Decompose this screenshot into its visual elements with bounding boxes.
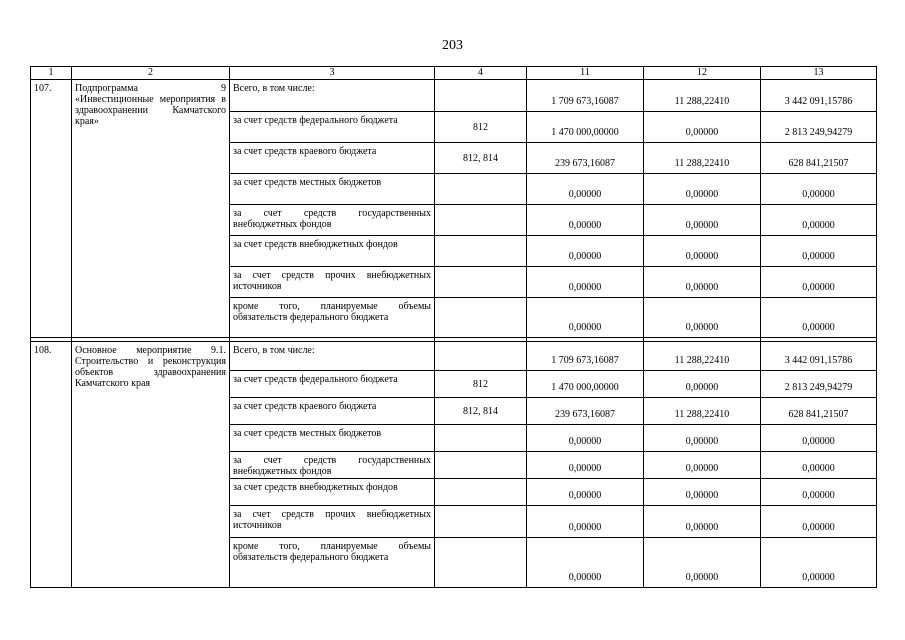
value-col-12: 11 288,22410 — [644, 398, 761, 425]
funding-source-label: кроме того, планируемые объемы обязательств федерального бюджета — [230, 298, 435, 338]
value-col-11: 0,00000 — [527, 174, 644, 205]
value-col-12: 0,00000 — [644, 479, 761, 506]
funding-source-label: кроме того, планируемые объемы обязательств федерального бюджета — [230, 538, 435, 588]
header-cell-13: 13 — [761, 67, 877, 80]
funding-source-label: за счет средств федерального бюджета — [230, 371, 435, 398]
value-col-11: 0,00000 — [527, 538, 644, 588]
value-col-11: 0,00000 — [527, 506, 644, 538]
section-index: 108. — [31, 342, 72, 588]
value-col-13: 628 841,21507 — [761, 398, 877, 425]
funding-source-label: Всего, в том числе: — [230, 80, 435, 112]
value-col-12: 0,00000 — [644, 506, 761, 538]
budget-code: 812 — [435, 112, 527, 143]
value-col-12: 0,00000 — [644, 174, 761, 205]
value-col-12: 0,00000 — [644, 205, 761, 236]
value-col-13: 0,00000 — [761, 298, 877, 338]
value-col-12: 0,00000 — [644, 538, 761, 588]
table-row — [31, 80, 877, 112]
value-col-12: 0,00000 — [644, 298, 761, 338]
budget-code — [435, 298, 527, 338]
value-col-13: 628 841,21507 — [761, 143, 877, 174]
budget-code — [435, 538, 527, 588]
value-col-13: 0,00000 — [761, 538, 877, 588]
value-col-12: 11 288,22410 — [644, 80, 761, 112]
funding-source-label: за счет средств внебюджетных фондов — [230, 236, 435, 267]
budget-code — [435, 205, 527, 236]
value-col-12: 0,00000 — [644, 267, 761, 298]
header-cell-1: 1 — [31, 67, 72, 80]
budget-code: 812 — [435, 371, 527, 398]
value-col-12: 0,00000 — [644, 112, 761, 143]
budget-code: 812, 814 — [435, 398, 527, 425]
funding-source-label: за счет средств государственных внебюджетных фондов — [230, 205, 435, 236]
header-cell-12: 12 — [644, 67, 761, 80]
funding-source-label: за счет средств местных бюджетов — [230, 174, 435, 205]
funding-source-label: за счет средств государственных внебюджетных фондов — [230, 452, 435, 479]
section-name: Основное мероприятие 9.1. Строительство и реконструкция объектов здравоохранения Камчатского края — [72, 342, 230, 588]
value-col-11: 0,00000 — [527, 205, 644, 236]
budget-code — [435, 80, 527, 112]
value-col-11: 1 470 000,00000 — [527, 112, 644, 143]
value-col-11: 239 673,16087 — [527, 143, 644, 174]
value-col-11: 1 709 673,16087 — [527, 80, 644, 112]
funding-source-label: за счет средств местных бюджетов — [230, 425, 435, 452]
value-col-13: 0,00000 — [761, 205, 877, 236]
budget-code — [435, 452, 527, 479]
value-col-11: 1 709 673,16087 — [527, 342, 644, 371]
table-row — [31, 342, 877, 371]
value-col-13: 3 442 091,15786 — [761, 80, 877, 112]
budget-code — [435, 479, 527, 506]
header-cell-3: 3 — [230, 67, 435, 80]
value-col-13: 2 813 249,94279 — [761, 112, 877, 143]
budget-code — [435, 236, 527, 267]
value-col-11: 0,00000 — [527, 236, 644, 267]
header-cell-4: 4 — [435, 67, 527, 80]
budget-table — [30, 66, 877, 588]
funding-source-label: за счет средств федерального бюджета — [230, 112, 435, 143]
value-col-13: 0,00000 — [761, 267, 877, 298]
funding-source-label: за счет средств внебюджетных фондов — [230, 479, 435, 506]
value-col-11: 239 673,16087 — [527, 398, 644, 425]
value-col-13: 0,00000 — [761, 479, 877, 506]
section-name: Подпрограмма 9 «Инвестиционные мероприятия в здравоохранении Камчатского края» — [72, 80, 230, 338]
funding-source-label: за счет средств прочих внебюджетных источников — [230, 506, 435, 538]
budget-code — [435, 342, 527, 371]
value-col-12: 11 288,22410 — [644, 342, 761, 371]
value-col-12: 0,00000 — [644, 425, 761, 452]
funding-source-label: за счет средств краевого бюджета — [230, 398, 435, 425]
budget-code — [435, 425, 527, 452]
page-number: 203 — [442, 38, 463, 53]
header-cell-2: 2 — [72, 67, 230, 80]
value-col-13: 0,00000 — [761, 174, 877, 205]
value-col-11: 1 470 000,00000 — [527, 371, 644, 398]
funding-source-label: за счет средств краевого бюджета — [230, 143, 435, 174]
budget-code — [435, 506, 527, 538]
header-row — [31, 67, 877, 80]
section-index: 107. — [31, 80, 72, 338]
budget-code — [435, 267, 527, 298]
budget-code: 812, 814 — [435, 143, 527, 174]
value-col-12: 0,00000 — [644, 236, 761, 267]
value-col-13: 0,00000 — [761, 236, 877, 267]
header-cell-11: 11 — [527, 67, 644, 80]
value-col-13: 2 813 249,94279 — [761, 371, 877, 398]
value-col-11: 0,00000 — [527, 452, 644, 479]
value-col-11: 0,00000 — [527, 267, 644, 298]
value-col-11: 0,00000 — [527, 479, 644, 506]
funding-source-label: Всего, в том числе: — [230, 342, 435, 371]
funding-source-label: за счет средств прочих внебюджетных источников — [230, 267, 435, 298]
value-col-13: 0,00000 — [761, 452, 877, 479]
value-col-13: 3 442 091,15786 — [761, 342, 877, 371]
value-col-12: 11 288,22410 — [644, 143, 761, 174]
value-col-12: 0,00000 — [644, 452, 761, 479]
value-col-13: 0,00000 — [761, 506, 877, 538]
value-col-11: 0,00000 — [527, 425, 644, 452]
budget-code — [435, 174, 527, 205]
value-col-11: 0,00000 — [527, 298, 644, 338]
value-col-12: 0,00000 — [644, 371, 761, 398]
value-col-13: 0,00000 — [761, 425, 877, 452]
